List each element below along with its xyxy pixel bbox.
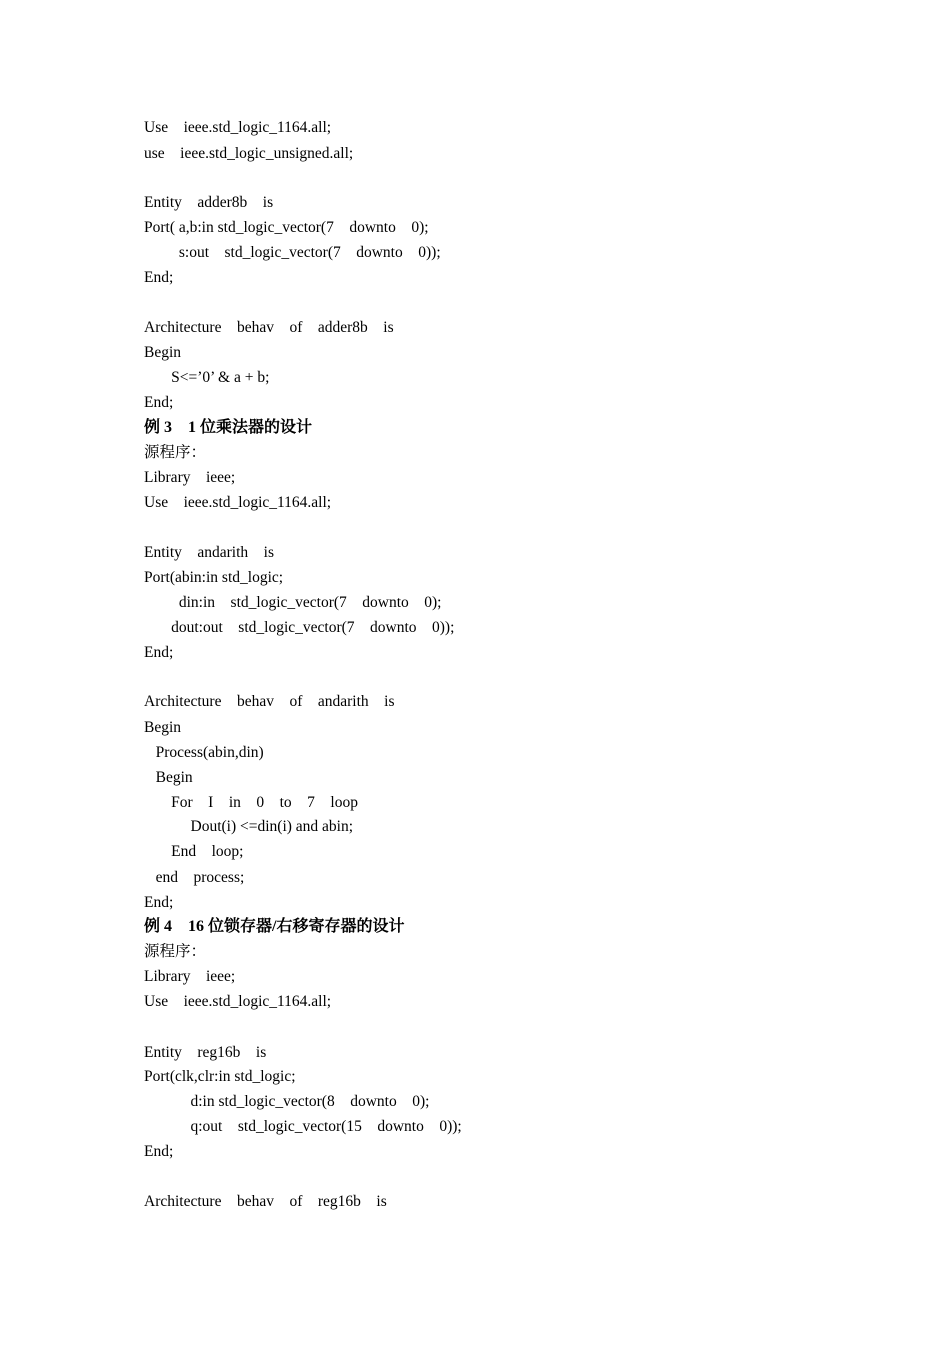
code-line: For I in 0 to 7 loop bbox=[144, 794, 358, 811]
code-line: Architecture behav of reg16b is bbox=[144, 1193, 387, 1210]
code-line: Library ieee; bbox=[144, 968, 236, 985]
code-line: Architecture behav of andarith is bbox=[144, 693, 395, 710]
code-line: Process(abin,din) bbox=[144, 744, 264, 761]
code-line: Entity reg16b is bbox=[144, 1044, 267, 1061]
code-line: S<=’0’ & a + b; bbox=[144, 369, 270, 386]
code-line: End; bbox=[144, 394, 174, 411]
code-line: use ieee.std_logic_unsigned.all; bbox=[144, 145, 354, 162]
section-heading: 例 3 1 位乘法器的设计 bbox=[144, 419, 313, 436]
source-label: 源程序： bbox=[144, 943, 207, 960]
code-line: Use ieee.std_logic_1164.all; bbox=[144, 993, 332, 1010]
code-line: Architecture behav of adder8b is bbox=[144, 319, 394, 336]
code-line: Port(abin:in std_logic; bbox=[144, 569, 284, 586]
code-line: Begin bbox=[144, 769, 193, 786]
code-line: Entity andarith is bbox=[144, 544, 275, 561]
code-line: Use ieee.std_logic_1164.all; bbox=[144, 119, 332, 136]
code-line: End; bbox=[144, 269, 174, 286]
code-line: Dout(i) <=din(i) and abin; bbox=[144, 818, 354, 835]
code-line: dout:out std_logic_vector(7 downto 0)); bbox=[144, 619, 455, 636]
code-line: Use ieee.std_logic_1164.all; bbox=[144, 494, 332, 511]
code-line: s:out std_logic_vector(7 downto 0)); bbox=[144, 244, 441, 261]
code-line: Begin bbox=[144, 344, 182, 361]
code-line: q:out std_logic_vector(15 downto 0)); bbox=[144, 1118, 462, 1135]
code-line: End; bbox=[144, 644, 174, 661]
code-line: Entity adder8b is bbox=[144, 194, 274, 211]
code-line: d:in std_logic_vector(8 downto 0); bbox=[144, 1093, 430, 1110]
code-line: Library ieee; bbox=[144, 469, 236, 486]
code-line: End; bbox=[144, 894, 174, 911]
code-line: Begin bbox=[144, 719, 182, 736]
code-line: din:in std_logic_vector(7 downto 0); bbox=[144, 594, 442, 611]
code-line: Port(clk,clr:in std_logic; bbox=[144, 1068, 296, 1085]
code-line: End; bbox=[144, 1143, 174, 1160]
section-heading: 例 4 16 位锁存器/右移寄存器的设计 bbox=[144, 918, 405, 935]
code-line: Port( a,b:in std_logic_vector(7 downto 0); bbox=[144, 219, 429, 236]
code-line: End loop; bbox=[144, 843, 244, 860]
source-label: 源程序： bbox=[144, 444, 207, 461]
code-line: end process; bbox=[144, 869, 245, 886]
